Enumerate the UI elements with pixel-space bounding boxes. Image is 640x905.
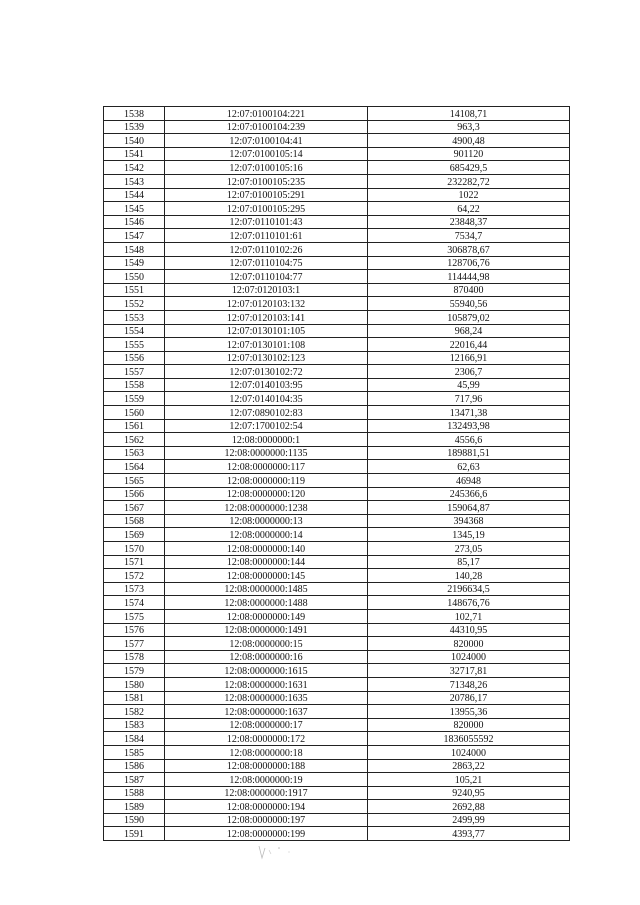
row-number-cell: 1550: [104, 270, 165, 284]
table-row: [104, 827, 570, 841]
table-row: [104, 582, 570, 596]
table-row: [104, 623, 570, 637]
row-number-cell: 1566: [104, 487, 165, 501]
row-number-cell: 1578: [104, 650, 165, 664]
table-row: [104, 134, 570, 148]
cadastral-number-cell: 12:07:0100104:239: [165, 120, 368, 134]
cadastral-number-cell: 12:08:0000000:117: [165, 460, 368, 474]
table-body: [104, 107, 570, 841]
cadastral-value-cell: 9240,95: [368, 786, 570, 800]
table-row: [104, 596, 570, 610]
table-row: [104, 215, 570, 229]
cadastral-value-cell: 1836055592: [368, 732, 570, 746]
cadastral-number-cell: 12:08:0000000:1238: [165, 501, 368, 515]
row-number-cell: 1569: [104, 528, 165, 542]
row-number-cell: 1570: [104, 542, 165, 556]
row-number-cell: 1579: [104, 664, 165, 678]
row-number-cell: 1586: [104, 759, 165, 773]
cadastral-number-cell: 12:08:0000000:1488: [165, 596, 368, 610]
cadastral-value-cell: 22016,44: [368, 338, 570, 352]
cadastral-value-cell: 20786,17: [368, 691, 570, 705]
row-number-cell: 1547: [104, 229, 165, 243]
cadastral-number-cell: 12:08:0000000:149: [165, 609, 368, 623]
cadastral-value-cell: 870400: [368, 283, 570, 297]
table-row: [104, 419, 570, 433]
table-row: [104, 705, 570, 719]
cadastral-value-cell: 64,22: [368, 202, 570, 216]
cadastral-value-table: [103, 106, 570, 841]
cadastral-value-cell: 4900,48: [368, 134, 570, 148]
cadastral-number-cell: 12:07:0120103:132: [165, 297, 368, 311]
row-number-cell: 1573: [104, 582, 165, 596]
table-row: [104, 365, 570, 379]
row-number-cell: 1580: [104, 677, 165, 691]
row-number-cell: 1568: [104, 514, 165, 528]
cadastral-number-cell: 12:07:0110101:61: [165, 229, 368, 243]
row-number-cell: 1576: [104, 623, 165, 637]
cadastral-value-cell: 901120: [368, 147, 570, 161]
cadastral-value-cell: 102,71: [368, 609, 570, 623]
cadastral-value-cell: 2692,88: [368, 800, 570, 814]
row-number-cell: 1548: [104, 242, 165, 256]
table-row: [104, 378, 570, 392]
row-number-cell: 1582: [104, 705, 165, 719]
row-number-cell: 1551: [104, 283, 165, 297]
table-row: [104, 310, 570, 324]
row-number-cell: 1539: [104, 120, 165, 134]
cadastral-value-cell: 140,28: [368, 569, 570, 583]
row-number-cell: 1587: [104, 773, 165, 787]
cadastral-value-cell: 2306,7: [368, 365, 570, 379]
row-number-cell: 1567: [104, 501, 165, 515]
cadastral-value-cell: 13471,38: [368, 406, 570, 420]
table-row: [104, 664, 570, 678]
table-row: [104, 773, 570, 787]
row-number-cell: 1589: [104, 800, 165, 814]
row-number-cell: 1552: [104, 297, 165, 311]
row-number-cell: 1575: [104, 609, 165, 623]
row-number-cell: 1561: [104, 419, 165, 433]
cadastral-value-cell: 13955,36: [368, 705, 570, 719]
cadastral-number-cell: 12:07:0120103:141: [165, 310, 368, 324]
scan-artifact-marks: [255, 842, 295, 862]
cadastral-number-cell: 12:07:0130102:123: [165, 351, 368, 365]
cadastral-value-cell: 71348,26: [368, 677, 570, 691]
table-row: [104, 555, 570, 569]
cadastral-number-cell: 12:07:0140103:95: [165, 378, 368, 392]
cadastral-value-cell: 7534,7: [368, 229, 570, 243]
cadastral-number-cell: 12:08:0000000:19: [165, 773, 368, 787]
cadastral-value-cell: 820000: [368, 718, 570, 732]
cadastral-number-cell: 12:08:0000000:1637: [165, 705, 368, 719]
cadastral-number-cell: 12:08:0000000:194: [165, 800, 368, 814]
table-row: [104, 800, 570, 814]
row-number-cell: 1545: [104, 202, 165, 216]
cadastral-number-cell: 12:08:0000000:1: [165, 433, 368, 447]
cadastral-value-cell: 189881,51: [368, 446, 570, 460]
cadastral-value-cell: 245366,6: [368, 487, 570, 501]
table-row: [104, 474, 570, 488]
cadastral-number-cell: 12:08:0000000:140: [165, 542, 368, 556]
table-row: [104, 242, 570, 256]
cadastral-value-cell: 306878,67: [368, 242, 570, 256]
cadastral-number-cell: 12:07:0100105:291: [165, 188, 368, 202]
cadastral-number-cell: 12:08:0000000:1491: [165, 623, 368, 637]
row-number-cell: 1542: [104, 161, 165, 175]
cadastral-value-cell: 1024000: [368, 745, 570, 759]
cadastral-value-cell: 159064,87: [368, 501, 570, 515]
table-row: [104, 637, 570, 651]
table-row: [104, 446, 570, 460]
row-number-cell: 1563: [104, 446, 165, 460]
row-number-cell: 1553: [104, 310, 165, 324]
cadastral-number-cell: 12:08:0000000:197: [165, 813, 368, 827]
table-row: [104, 813, 570, 827]
cadastral-number-cell: 12:08:0000000:1135: [165, 446, 368, 460]
row-number-cell: 1577: [104, 637, 165, 651]
cadastral-value-cell: 62,63: [368, 460, 570, 474]
cadastral-value-cell: 44310,95: [368, 623, 570, 637]
table-row: [104, 107, 570, 121]
cadastral-value-cell: 394368: [368, 514, 570, 528]
table-row: [104, 188, 570, 202]
cadastral-value-cell: 105879,02: [368, 310, 570, 324]
table-row: [104, 487, 570, 501]
row-number-cell: 1560: [104, 406, 165, 420]
table-row: [104, 528, 570, 542]
cadastral-number-cell: 12:07:0100105:295: [165, 202, 368, 216]
row-number-cell: 1565: [104, 474, 165, 488]
cadastral-number-cell: 12:08:0000000:1485: [165, 582, 368, 596]
row-number-cell: 1549: [104, 256, 165, 270]
row-number-cell: 1546: [104, 215, 165, 229]
cadastral-number-cell: 12:07:0110102:26: [165, 242, 368, 256]
table-row: [104, 650, 570, 664]
table-row: [104, 677, 570, 691]
cadastral-number-cell: 12:07:0100105:235: [165, 174, 368, 188]
table-row: [104, 174, 570, 188]
table-row: [104, 202, 570, 216]
cadastral-number-cell: 12:07:0110104:77: [165, 270, 368, 284]
cadastral-number-cell: 12:07:0100104:41: [165, 134, 368, 148]
cadastral-number-cell: 12:08:0000000:188: [165, 759, 368, 773]
table-row: [104, 786, 570, 800]
cadastral-number-cell: 12:08:0000000:119: [165, 474, 368, 488]
table-row: [104, 433, 570, 447]
cadastral-value-cell: 1024000: [368, 650, 570, 664]
cadastral-number-cell: 12:07:0120103:1: [165, 283, 368, 297]
cadastral-value-cell: 105,21: [368, 773, 570, 787]
cadastral-value-cell: 2196634,5: [368, 582, 570, 596]
row-number-cell: 1543: [104, 174, 165, 188]
cadastral-value-cell: 1022: [368, 188, 570, 202]
cadastral-value-cell: 12166,91: [368, 351, 570, 365]
table-row: [104, 718, 570, 732]
cadastral-number-cell: 12:08:0000000:172: [165, 732, 368, 746]
table-row: [104, 283, 570, 297]
table-row: [104, 542, 570, 556]
row-number-cell: 1557: [104, 365, 165, 379]
cadastral-value-cell: 23848,37: [368, 215, 570, 229]
cadastral-value-cell: 132493,98: [368, 419, 570, 433]
row-number-cell: 1556: [104, 351, 165, 365]
row-number-cell: 1558: [104, 378, 165, 392]
cadastral-number-cell: 12:08:0000000:14: [165, 528, 368, 542]
table-row: [104, 406, 570, 420]
cadastral-value-cell: 2863,22: [368, 759, 570, 773]
cadastral-value-cell: 2499,99: [368, 813, 570, 827]
cadastral-value-cell: 1345,19: [368, 528, 570, 542]
table-row: [104, 338, 570, 352]
cadastral-number-cell: 12:07:0140104:35: [165, 392, 368, 406]
cadastral-value-cell: 114444,98: [368, 270, 570, 284]
row-number-cell: 1541: [104, 147, 165, 161]
cadastral-number-cell: 12:07:0110101:43: [165, 215, 368, 229]
cadastral-number-cell: 12:07:0130101:108: [165, 338, 368, 352]
row-number-cell: 1544: [104, 188, 165, 202]
cadastral-number-cell: 12:08:0000000:13: [165, 514, 368, 528]
cadastral-number-cell: 12:08:0000000:17: [165, 718, 368, 732]
cadastral-number-cell: 12:07:0890102:83: [165, 406, 368, 420]
cadastral-value-cell: 717,96: [368, 392, 570, 406]
cadastral-number-cell: 12:07:1700102:54: [165, 419, 368, 433]
table-row: [104, 691, 570, 705]
cadastral-value-cell: 85,17: [368, 555, 570, 569]
row-number-cell: 1538: [104, 107, 165, 121]
cadastral-value-cell: 128706,76: [368, 256, 570, 270]
table-row: [104, 324, 570, 338]
cadastral-number-cell: 12:08:0000000:120: [165, 487, 368, 501]
table-row: [104, 256, 570, 270]
table-row: [104, 351, 570, 365]
table-row: [104, 759, 570, 773]
table-row: [104, 609, 570, 623]
cadastral-number-cell: 12:08:0000000:1635: [165, 691, 368, 705]
cadastral-value-cell: 32717,81: [368, 664, 570, 678]
cadastral-value-cell: 963,3: [368, 120, 570, 134]
cadastral-value-cell: 148676,76: [368, 596, 570, 610]
table-row: [104, 147, 570, 161]
row-number-cell: 1562: [104, 433, 165, 447]
row-number-cell: 1564: [104, 460, 165, 474]
cadastral-number-cell: 12:08:0000000:145: [165, 569, 368, 583]
cadastral-number-cell: 12:08:0000000:15: [165, 637, 368, 651]
cadastral-number-cell: 12:07:0130102:72: [165, 365, 368, 379]
table-row: [104, 569, 570, 583]
table-row: [104, 514, 570, 528]
cadastral-value-cell: 968,24: [368, 324, 570, 338]
cadastral-number-cell: 12:07:0110104:75: [165, 256, 368, 270]
row-number-cell: 1583: [104, 718, 165, 732]
row-number-cell: 1591: [104, 827, 165, 841]
row-number-cell: 1554: [104, 324, 165, 338]
cadastral-value-cell: 4556,6: [368, 433, 570, 447]
table-row: [104, 732, 570, 746]
cadastral-value-cell: 45,99: [368, 378, 570, 392]
cadastral-number-cell: 12:07:0130101:105: [165, 324, 368, 338]
cadastral-value-cell: 273,05: [368, 542, 570, 556]
row-number-cell: 1581: [104, 691, 165, 705]
row-number-cell: 1584: [104, 732, 165, 746]
cadastral-value-cell: 820000: [368, 637, 570, 651]
table-row: [104, 392, 570, 406]
row-number-cell: 1559: [104, 392, 165, 406]
cadastral-value-cell: 685429,5: [368, 161, 570, 175]
cadastral-number-cell: 12:08:0000000:144: [165, 555, 368, 569]
cadastral-value-cell: 46948: [368, 474, 570, 488]
row-number-cell: 1590: [104, 813, 165, 827]
cadastral-number-cell: 12:08:0000000:16: [165, 650, 368, 664]
cadastral-number-cell: 12:08:0000000:1631: [165, 677, 368, 691]
row-number-cell: 1588: [104, 786, 165, 800]
cadastral-number-cell: 12:07:0100105:16: [165, 161, 368, 175]
row-number-cell: 1540: [104, 134, 165, 148]
cadastral-value-cell: 4393,77: [368, 827, 570, 841]
cadastral-number-cell: 12:08:0000000:1917: [165, 786, 368, 800]
cadastral-number-cell: 12:07:0100105:14: [165, 147, 368, 161]
table-row: [104, 745, 570, 759]
cadastral-value-cell: 14108,71: [368, 107, 570, 121]
table-row: [104, 297, 570, 311]
cadastral-number-cell: 12:08:0000000:199: [165, 827, 368, 841]
row-number-cell: 1572: [104, 569, 165, 583]
table-row: [104, 460, 570, 474]
table-row: [104, 501, 570, 515]
cadastral-value-cell: 55940,56: [368, 297, 570, 311]
table-row: [104, 229, 570, 243]
row-number-cell: 1574: [104, 596, 165, 610]
table-row: [104, 120, 570, 134]
row-number-cell: 1555: [104, 338, 165, 352]
table-row: [104, 270, 570, 284]
table-row: [104, 161, 570, 175]
cadastral-number-cell: 12:08:0000000:18: [165, 745, 368, 759]
cadastral-number-cell: 12:07:0100104:221: [165, 107, 368, 121]
cadastral-value-cell: 232282,72: [368, 174, 570, 188]
cadastral-number-cell: 12:08:0000000:1615: [165, 664, 368, 678]
row-number-cell: 1585: [104, 745, 165, 759]
row-number-cell: 1571: [104, 555, 165, 569]
